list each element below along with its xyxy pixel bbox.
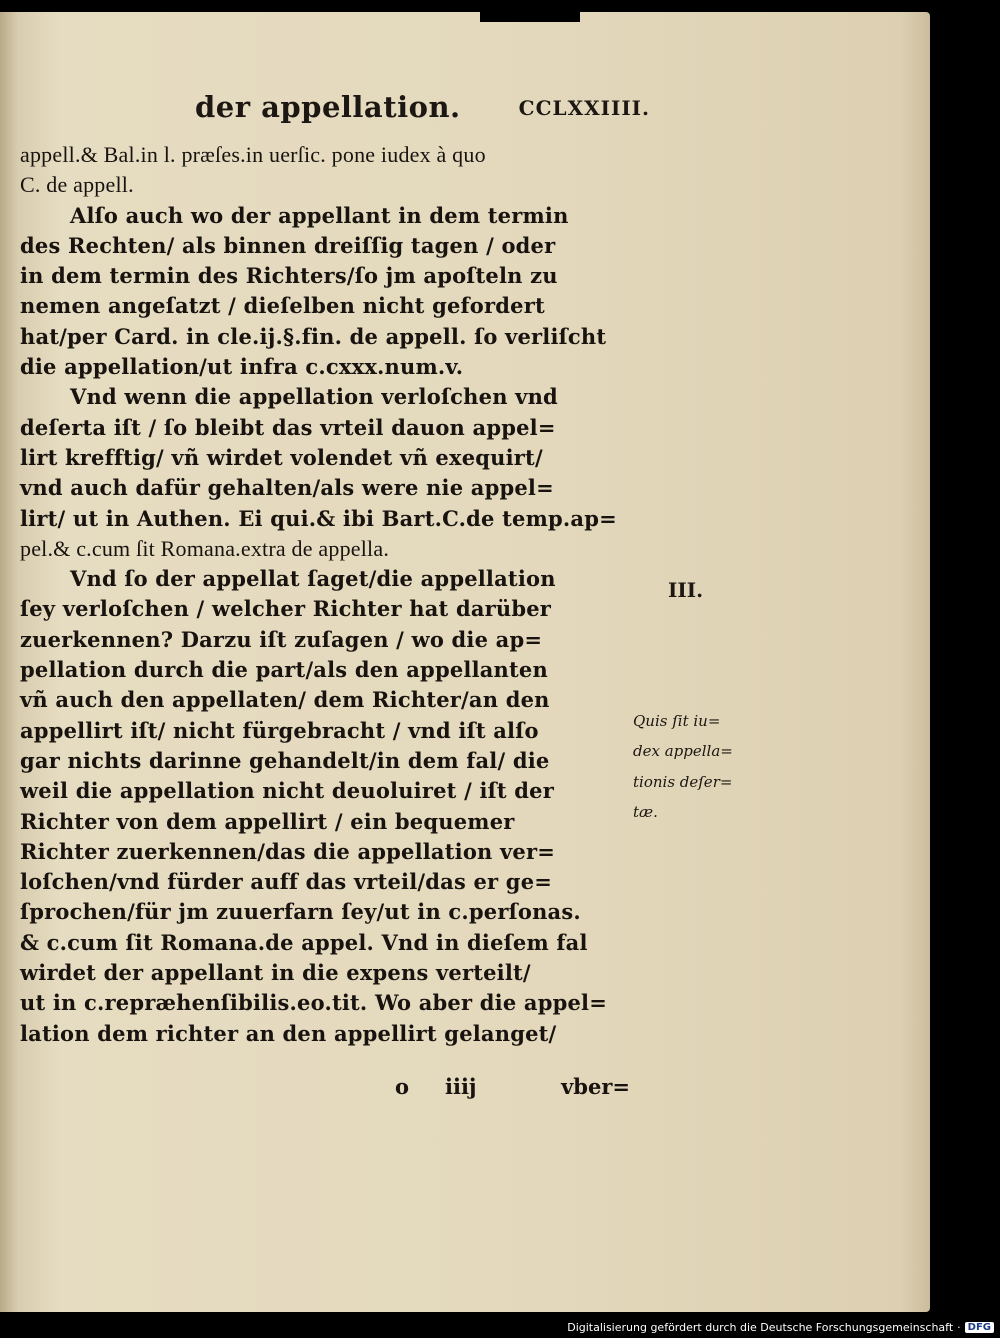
marginal-number: III. xyxy=(668,578,704,602)
text-line: pel.& c.cum ſit Romana.extra de appella. xyxy=(20,535,390,561)
catchline xyxy=(395,1074,635,1104)
text-line: in dem termin des Richters/ſo jm apoſteln zu xyxy=(20,263,558,289)
text-line: Richter von dem appellirt / ein bequemer xyxy=(20,808,515,834)
folio-number: CCLXXIIII. xyxy=(518,96,650,120)
text-line: Alſo auch wo der appellant in dem termin xyxy=(70,202,569,228)
text-line: Vnd ſo der appellat ſaget/die appellation xyxy=(70,566,556,592)
text-line: zuerkennen? Darzu iſt zuſagen / wo die ap= xyxy=(20,626,543,652)
text-line: appell.& Bal.in l. præſes.in uerſic. pone iudex à quo xyxy=(20,142,486,167)
marginal-note-line: dex appella= xyxy=(633,742,733,761)
text-line: wirdet der appellant in die expens verteilt/ xyxy=(20,960,531,986)
book-page xyxy=(0,12,930,1312)
signature-number: iiij xyxy=(445,1074,477,1099)
text-line: Richter zuerkennen/das die appellation ver= xyxy=(20,838,556,864)
text-line: vnd auch dafür gehalten/als were nie appel= xyxy=(20,475,554,501)
marginal-note-line: Quis ſit iu= xyxy=(633,712,721,730)
dfg-logo: DFG xyxy=(965,1322,994,1333)
marginal-note xyxy=(633,706,763,827)
text-line: deſerta iſt / ſo bleibt das vrteil dauon appel= xyxy=(20,414,556,440)
text-line: pellation durch die part/als den appellanten xyxy=(20,657,548,683)
text-line: vñ auch den appellaten/ dem Richter/an den xyxy=(20,687,550,713)
text-line: nemen angeſatzt / dieſelben nicht gefordert xyxy=(20,293,545,319)
running-title: der appellation. xyxy=(195,90,461,124)
page-edge-notch xyxy=(480,0,580,22)
text-line: ut in c.repræhenſibilis.eo.tit. Wo aber die appel= xyxy=(20,990,608,1016)
running-head xyxy=(195,90,650,134)
text-line: C. de appell. xyxy=(20,172,134,198)
text-line: ſey verloſchen / welcher Richter hat darüber xyxy=(20,596,552,622)
text-line: ſprochen/für jm zuuerfarn ſey/ut in c.perſonas. xyxy=(20,899,581,925)
text-line: lation dem richter an den appellirt gelanget/ xyxy=(20,1020,557,1046)
footer-credit xyxy=(567,1318,994,1336)
text-line: des Rechten/ als binnen dreiſſig tagen / oder xyxy=(20,232,556,258)
main-text-block xyxy=(20,140,635,1049)
text-line: die appellation/ut infra c.cxxx.num.v. xyxy=(20,354,464,380)
signature-mark: o xyxy=(395,1074,410,1099)
text-line: loſchen/vnd fürder auff das vrteil/das er ge= xyxy=(20,869,553,895)
text-line: hat/per Card. in cle.ij.§.fin. de appell. ſo verliſcht xyxy=(20,323,607,349)
text-line: gar nichts darinne gehandelt/in dem fal/ die xyxy=(20,747,550,773)
marginal-note-line: tæ. xyxy=(633,802,658,821)
marginal-note-line: tionis deſer= xyxy=(633,772,733,791)
text-line: weil die appellation nicht deuoluiret / iſt der xyxy=(20,778,554,804)
footer-separator: · xyxy=(957,1320,961,1334)
text-line: appellirt iſt/ nicht fürgebracht / vnd iſt alſo xyxy=(20,717,539,743)
text-line: & c.cum ſit Romana.de appel. Vnd in dieſem fal xyxy=(20,929,588,955)
text-line: Vnd wenn die appellation verloſchen vnd xyxy=(70,384,558,410)
text-line: lirt/ ut in Authen. Ei qui.& ibi Bart.C.de temp.ap= xyxy=(20,505,617,531)
catchword: vber= xyxy=(561,1074,630,1099)
footer-credit-text: Digitalisierung gefördert durch die Deutsche Forschungsgemeinschaft xyxy=(567,1320,954,1334)
text-line: lirt krefftig/ vñ wirdet volendet vñ exequirt/ xyxy=(20,444,543,470)
